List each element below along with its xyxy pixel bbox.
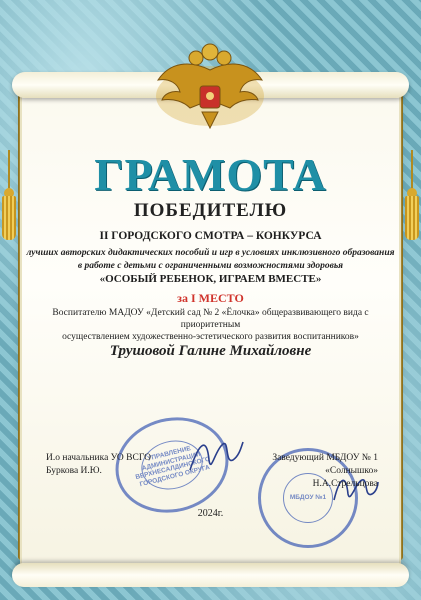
stamp-left-text: УПРАВЛЕНИЕ АДМИНИСТРАЦИИ ВЕРХНЕСАЛДИНСКОГО ГОРОДСКОГО ОКРУГА: [136, 434, 208, 496]
signature-block-left: [46, 452, 151, 478]
contest-name: II ГОРОДСКОГО СМОТРА – КОНКУРСА: [99, 230, 322, 242]
stamp-right-text: МБДОУ №1: [283, 473, 333, 523]
right-signatory-name: Н.А.Стрельцова: [312, 479, 378, 489]
scroll-bottom-roll: [12, 563, 409, 587]
recipient-position-line2: осуществлением художественно-эстетического развития воспитанников»: [62, 332, 359, 342]
coat-of-arms-icon: [150, 40, 270, 135]
right-signatory-role: Заведующий МБДОУ № 1: [272, 453, 378, 463]
contest-description-line1: лучших авторских дидактических пособий и игр в условиях инклюзивного образования: [26, 248, 395, 258]
recipient-position-line1: Воспитателю МАДОУ «Детский сад № 2 «Ёлочка» общеразвивающего вида с приоритетным: [52, 308, 369, 330]
signature-left-icon: [185, 430, 245, 480]
left-signatory-name: Буркова И.Ю.: [46, 466, 102, 476]
left-signatory-role: И.о начальника УО ВСГО: [46, 453, 151, 463]
contest-description-line2: в работе с детьми с ограниченными возможностями здоровья: [77, 261, 344, 271]
certificate-subtitle: ПОБЕДИТЕЛЮ: [133, 200, 288, 221]
signature-block-right: [258, 452, 378, 491]
right-signatory-org: «Солнышко»: [325, 466, 378, 476]
recipient-position: [30, 307, 391, 343]
recipient-name: Трушовой Галине Михайловне: [109, 343, 312, 359]
contest-motto: «ОСОБЫЙ РЕБЕНОК, ИГРАЕМ ВМЕСТЕ»: [99, 273, 322, 285]
certificate-year: 2024г.: [197, 508, 224, 519]
certificate-title: ГРАМОТА: [94, 149, 327, 200]
award-place: за I МЕСТО: [177, 291, 244, 305]
